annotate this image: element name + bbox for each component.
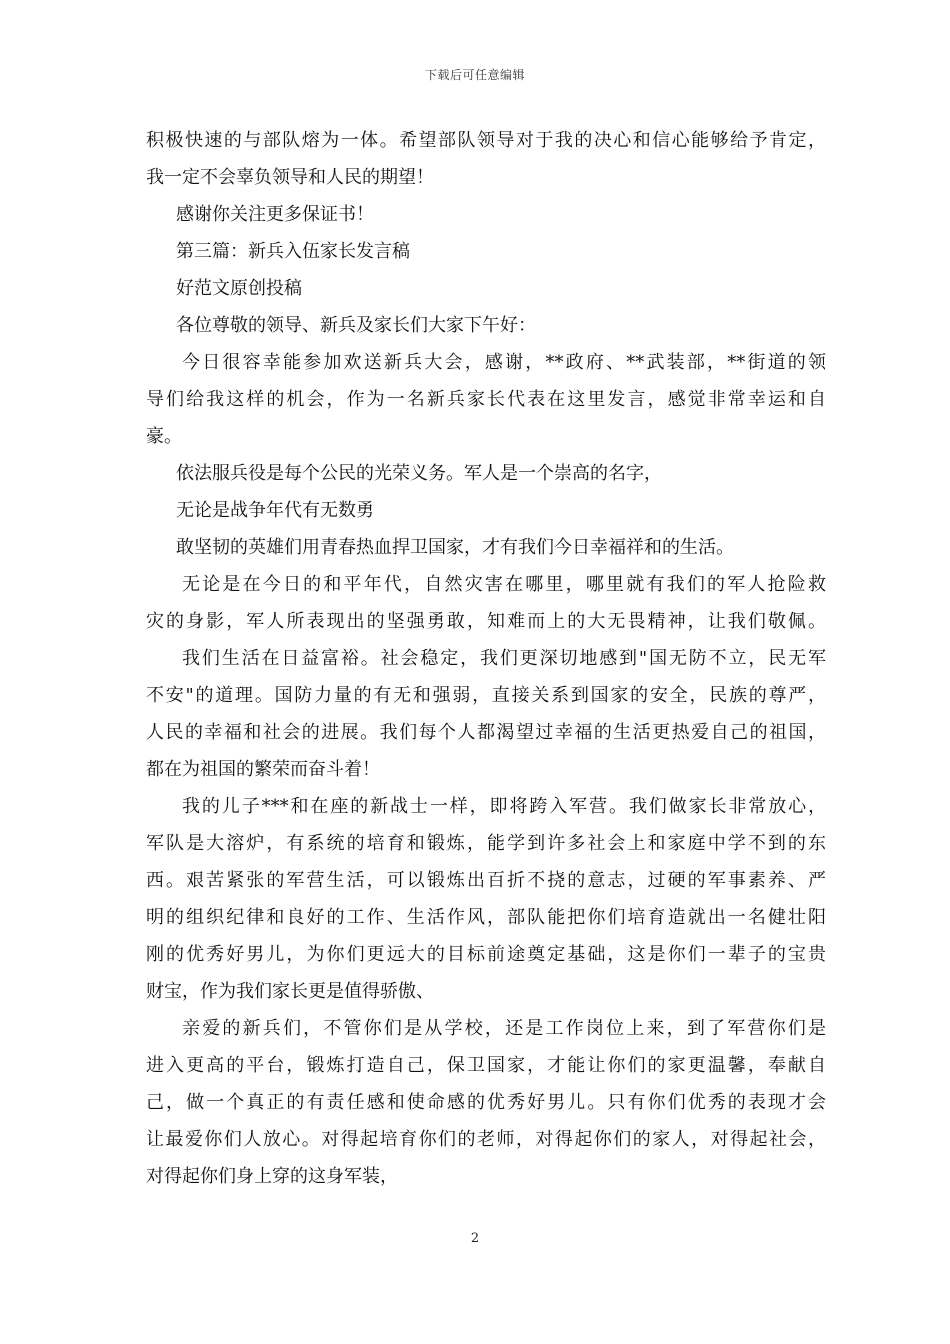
text-line: 导们给我这样的机会，作为一名新兵家长代表在这里发言，感觉非常幸运和自 (146, 389, 826, 410)
text-line: 不安"的道理。国防力量的有无和强弱，直接关系到国家的安全，民族的尊严， (146, 685, 826, 706)
text-line: 灾的身影，军人所表现出的坚强勇敢，知难而上的大无畏精神，让我们敬佩。 (146, 611, 826, 632)
text-line: 明的组织纪律和良好的工作、生活作风，部队能把你们培育造就出一名健壮阳 (146, 907, 826, 928)
text-line: 无论是在今日的和平年代，自然灾害在哪里，哪里就有我们的军人抢险救 (182, 574, 826, 595)
page-number: 2 (470, 1231, 480, 1246)
text-line: 都在为祖国的繁荣而奋斗着！ (146, 759, 380, 780)
text-line: 豪。 (146, 426, 182, 447)
text-line: 我一定不会辜负领导和人民的期望！ (146, 167, 434, 188)
text-line: 西。艰苦紧张的军营生活，可以锻炼出百折不挠的意志，过硬的军事素养、严 (146, 870, 826, 891)
text-line: 军队是大溶炉，有系统的培育和锻炼，能学到许多社会上和家庭中学不到的东 (146, 833, 826, 854)
text-line: 无论是战争年代有无数勇 (176, 500, 374, 521)
text-line: 进入更高的平台，锻炼打造自己，保卫国家，才能让你们的家更温馨，奉献自 (146, 1055, 826, 1076)
text-line: 对得起你们身上穿的这身军装， (146, 1166, 398, 1187)
text-line: 敢坚韧的英雄们用青春热血捍卫国家，才有我们今日幸福祥和的生活。 (176, 537, 734, 558)
text-line: 刚的优秀好男儿，为你们更远大的目标前途奠定基础，这是你们一辈子的宝贵 (146, 944, 826, 965)
page-header: 下载后可任意编辑 (424, 68, 525, 82)
text-line: 让最爱你们人放心。对得起培育你们的老师，对得起你们的家人，对得起社会， (146, 1129, 826, 1150)
text-line: 依法服兵役是每个公民的光荣义务。军人是一个崇高的名字， (176, 463, 662, 484)
document-body (146, 122, 826, 1195)
salutation: 各位尊敬的领导、新兵及家长们大家下午好： (176, 315, 536, 336)
text-line: 亲爱的新兵们，不管你们是从学校，还是工作岗位上来，到了军营你们是 (182, 1018, 826, 1039)
text-line: 己，做一个真正的有责任感和使命感的优秀好男儿。只有你们优秀的表现才会 (146, 1092, 826, 1113)
text-line: 人民的幸福和社会的进展。我们每个人都渴望过幸福的生活更热爱自己的祖国， (146, 722, 826, 743)
text-line: 好范文原创投稿 (176, 278, 302, 299)
text-line: 财宝，作为我们家长更是值得骄傲、 (146, 981, 434, 1002)
text-line: 今日很容幸能参加欢送新兵大会，感谢，**政府、**武装部，**街道的领 (182, 352, 826, 373)
text-line: 积极快速的与部队熔为一体。希望部队领导对于我的决心和信心能够给予肯定， (146, 130, 826, 151)
section-title: 第三篇：新兵入伍家长发言稿 (176, 241, 410, 262)
text-line: 感谢你关注更多保证书！ (176, 204, 374, 225)
text-line: 我们生活在日益富裕。社会稳定，我们更深切地感到"国无防不立，民无军 (182, 648, 826, 669)
text-line: 我的儿子***和在座的新战士一样，即将跨入军营。我们做家长非常放心， (182, 796, 826, 817)
